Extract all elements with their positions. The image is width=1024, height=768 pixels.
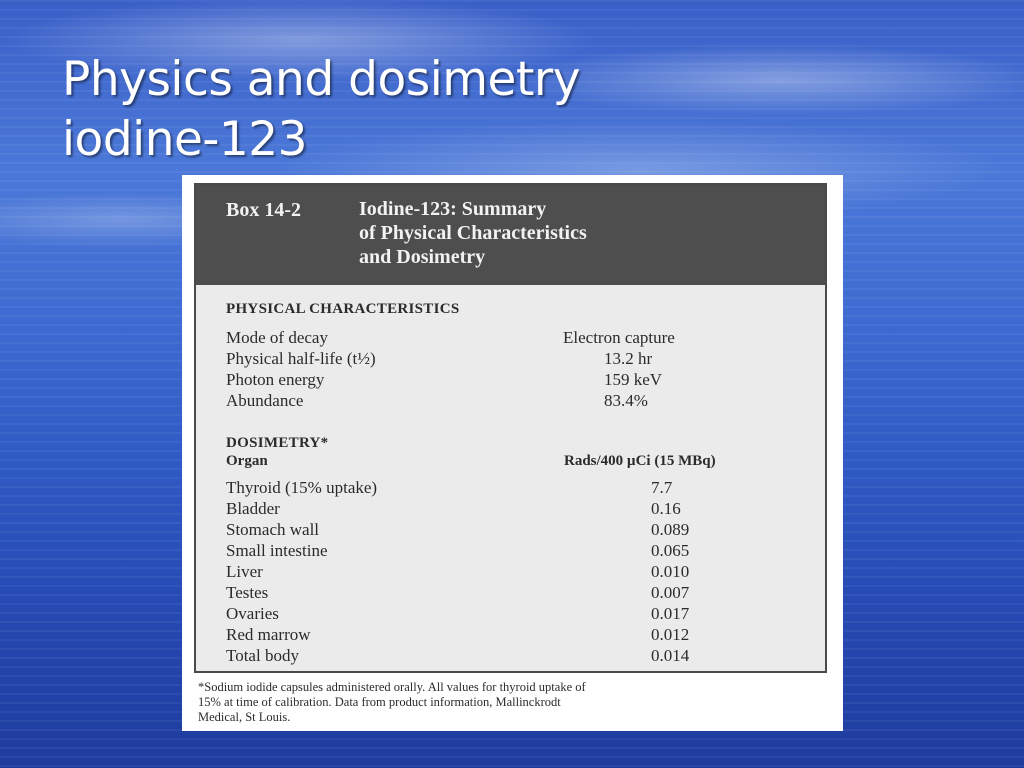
physical-value: Electron capture [563, 328, 675, 347]
physical-value: 159 keV [604, 370, 663, 389]
organ-name: Red marrow [226, 625, 311, 644]
dosimetry-column-headers [226, 453, 806, 470]
slide-title-line-2: iodine-123 [62, 112, 308, 167]
dosimetry-row [226, 604, 806, 625]
organ-name: Stomach wall [226, 520, 320, 539]
physical-label: Photon energy [226, 370, 325, 389]
organ-dose: 0.16 [651, 499, 681, 518]
dosimetry-heading: DOSIMETRY* [226, 435, 329, 451]
dosimetry-row [226, 625, 806, 646]
dose-column-header: Rads/400 µCi (15 MBq) [564, 453, 716, 469]
dosimetry-row [226, 646, 806, 667]
slide-title [62, 50, 580, 170]
physical-value: 13.2 hr [604, 349, 653, 368]
box-label: Box 14-2 [226, 199, 301, 221]
footnote-line-1: *Sodium iodide capsules administered orally. All values for thyroid uptake of [198, 680, 586, 694]
organ-dose: 0.014 [651, 646, 690, 665]
organ-name: Testes [226, 583, 269, 602]
organ-dose: 0.065 [651, 541, 690, 560]
box-title-line-1: Iodine-123: Summary [359, 198, 547, 220]
physical-row [226, 370, 806, 391]
footnote-line-2: 15% at time of calibration. Data from product information, Mallinckrodt [198, 695, 561, 709]
organ-name: Thyroid (15% uptake) [226, 478, 378, 497]
organ-dose: 0.007 [651, 583, 690, 602]
organ-name: Small intestine [226, 541, 328, 560]
organ-dose: 7.7 [651, 478, 673, 497]
organ-column-header: Organ [226, 453, 268, 469]
organ-dose: 0.012 [651, 625, 690, 644]
slide-title-line-1: Physics and dosimetry [62, 52, 581, 107]
physical-row [226, 328, 806, 349]
footnote [198, 680, 828, 725]
dosimetry-row [226, 583, 806, 604]
physical-row [226, 391, 806, 412]
summary-box [194, 183, 827, 673]
scanned-table-image [182, 175, 843, 731]
box-title [359, 197, 587, 269]
dosimetry-row [226, 478, 806, 499]
organ-name: Bladder [226, 499, 280, 518]
organ-dose: 0.010 [651, 562, 690, 581]
physical-row [226, 349, 806, 370]
physical-label: Physical half-life (t½) [226, 349, 376, 368]
organ-name: Ovaries [226, 604, 279, 623]
organ-dose: 0.017 [651, 604, 690, 623]
physical-label: Mode of decay [226, 328, 328, 347]
organ-name: Total body [226, 646, 299, 665]
dosimetry-row [226, 541, 806, 562]
physical-label: Abundance [226, 391, 304, 410]
physical-value: 83.4% [604, 391, 648, 410]
physical-heading: PHYSICAL CHARACTERISTICS [226, 301, 460, 317]
footnote-line-3: Medical, St Louis. [198, 710, 291, 724]
dosimetry-row [226, 520, 806, 541]
organ-dose: 0.089 [651, 520, 690, 539]
box-title-line-2: of Physical Characteristics [359, 222, 587, 244]
box-header [196, 185, 825, 285]
dosimetry-row [226, 499, 806, 520]
dosimetry-row [226, 562, 806, 583]
organ-name: Liver [226, 562, 263, 581]
box-title-line-3: and Dosimetry [359, 246, 486, 268]
